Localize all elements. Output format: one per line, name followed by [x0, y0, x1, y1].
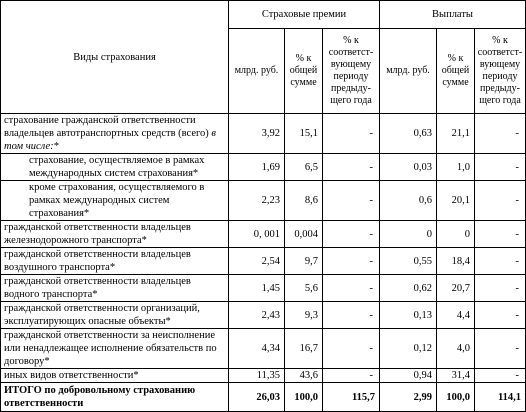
premiums-mlrd-cell: 3,92	[229, 114, 285, 154]
row-name: гражданской ответственности владельцев железнодорожного транспорта*	[1, 221, 229, 248]
payouts-prev-cell: -	[475, 275, 526, 302]
payouts-prev-cell: -	[475, 248, 526, 275]
table-row	[1, 114, 526, 154]
premiums-mlrd-header: млрд. руб.	[229, 29, 285, 114]
row-name: гражданской ответственности владельцев воздушного транспорта*	[1, 248, 229, 275]
premiums-mlrd-cell: 1,45	[229, 275, 285, 302]
payouts-mlrd-cell: 0,6	[380, 181, 437, 221]
payouts-prev-cell: -	[475, 114, 526, 154]
table-row	[1, 369, 526, 383]
total-payouts-mlrd: 2,99	[380, 383, 437, 412]
payouts-share-cell: 4,0	[437, 329, 475, 369]
table-row	[1, 302, 526, 329]
row-name: гражданской ответственности организаций, эксплуатирующих опасные объекты*	[1, 302, 229, 329]
premiums-mlrd-cell: 4,34	[229, 329, 285, 369]
table-row	[1, 221, 526, 248]
premiums-prev-header: % к соответст-вующему периоду предыду-щего года	[323, 29, 380, 114]
premiums-prev-cell: -	[323, 329, 380, 369]
total-premiums-mlrd: 26,03	[229, 383, 285, 412]
premiums-mlrd-cell: 0, 001	[229, 221, 285, 248]
premiums-prev-cell: -	[323, 275, 380, 302]
premiums-share-cell: 8,6	[285, 181, 323, 221]
payouts-share-cell: 21,1	[437, 114, 475, 154]
premiums-mlrd-cell: 2,23	[229, 181, 285, 221]
premiums-prev-cell: -	[323, 221, 380, 248]
premiums-prev-cell: -	[323, 154, 380, 181]
payouts-share-cell: 18,4	[437, 248, 475, 275]
payouts-share-cell: 0	[437, 221, 475, 248]
premiums-mlrd-cell: 1,69	[229, 154, 285, 181]
premiums-prev-cell: -	[323, 181, 380, 221]
payouts-mlrd-cell: 0	[380, 221, 437, 248]
payouts-prev-cell: -	[475, 221, 526, 248]
row-name: страхование гражданской ответственности владельцев автотранспортных средств (всего) в том числе:*	[1, 114, 229, 154]
payouts-mlrd-cell: 0,55	[380, 248, 437, 275]
premiums-share-cell: 43,6	[285, 369, 323, 383]
payouts-share-cell: 1,0	[437, 154, 475, 181]
total-name: ИТОГО по добровольному страхованию ответственности	[1, 383, 229, 412]
payouts-prev-cell: -	[475, 181, 526, 221]
table-row	[1, 248, 526, 275]
premiums-prev-cell: -	[323, 114, 380, 154]
total-premiums-share: 100,0	[285, 383, 323, 412]
premiums-share-cell: 6,5	[285, 154, 323, 181]
premiums-share-cell: 5,6	[285, 275, 323, 302]
types-header: Виды страхования	[1, 1, 229, 114]
table-row	[1, 154, 526, 181]
payouts-share-cell: 20,1	[437, 181, 475, 221]
premiums-mlrd-cell: 2,54	[229, 248, 285, 275]
premiums-header: Страховые премии	[229, 1, 380, 29]
premiums-share-cell: 9,3	[285, 302, 323, 329]
payouts-prev-cell: -	[475, 154, 526, 181]
payouts-mlrd-cell: 0,94	[380, 369, 437, 383]
row-name: страхование, осуществляемое в рамках международных систем страхования*	[1, 154, 229, 181]
payouts-prev-header: % к соответст-вующему периоду предыду-щего года	[475, 29, 526, 114]
row-name: кроме страхования, осуществляемого в рамках международных систем страхования*	[1, 181, 229, 221]
premiums-mlrd-cell: 2,43	[229, 302, 285, 329]
row-name: иных видов ответственности*	[1, 369, 229, 383]
row-name: гражданской ответственности владельцев водного транспорта*	[1, 275, 229, 302]
total-payouts-share: 100,0	[437, 383, 475, 412]
payouts-share-header: % к общей сумме	[437, 29, 475, 114]
payouts-prev-cell: -	[475, 302, 526, 329]
premiums-share-cell: 0,004	[285, 221, 323, 248]
premiums-share-cell: 16,7	[285, 329, 323, 369]
row-name: гражданской ответственности за неисполнение или ненадлежащее исполнение обязательств по договору*	[1, 329, 229, 369]
premiums-mlrd-cell: 11,35	[229, 369, 285, 383]
payouts-mlrd-cell: 0,03	[380, 154, 437, 181]
table-row	[1, 329, 526, 369]
premiums-prev-cell: -	[323, 302, 380, 329]
header-row-top	[1, 1, 526, 29]
payouts-mlrd-cell: 0,12	[380, 329, 437, 369]
table-row	[1, 275, 526, 302]
table-row	[1, 181, 526, 221]
payouts-mlrd-cell: 0,62	[380, 275, 437, 302]
payouts-mlrd-cell: 0,63	[380, 114, 437, 154]
total-premiums-prev: 115,7	[323, 383, 380, 412]
payouts-prev-cell: -	[475, 369, 526, 383]
payouts-mlrd-cell: 0,13	[380, 302, 437, 329]
payouts-share-cell: 31,4	[437, 369, 475, 383]
premiums-share-cell: 15,1	[285, 114, 323, 154]
payouts-share-cell: 20,7	[437, 275, 475, 302]
payouts-header: Выплаты	[380, 1, 526, 29]
payouts-share-cell: 4,4	[437, 302, 475, 329]
premiums-prev-cell: -	[323, 369, 380, 383]
premiums-share-cell: 9,7	[285, 248, 323, 275]
payouts-mlrd-header: млрд. руб.	[380, 29, 437, 114]
total-payouts-prev: 114,1	[475, 383, 526, 412]
payouts-prev-cell: -	[475, 329, 526, 369]
total-row	[1, 383, 526, 412]
premiums-share-header: % к общей сумме	[285, 29, 323, 114]
premiums-prev-cell: -	[323, 248, 380, 275]
